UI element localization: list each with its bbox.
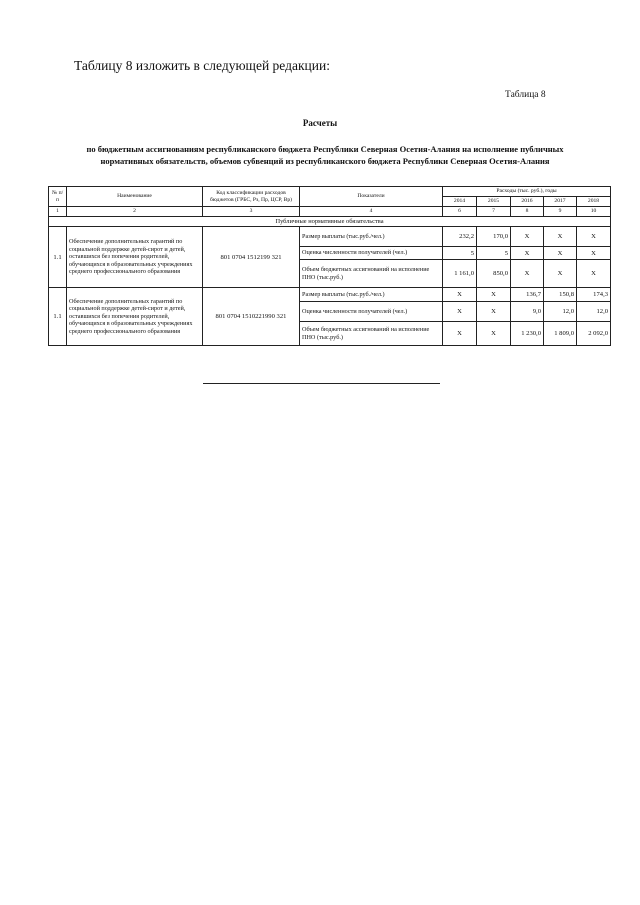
table-row — [49, 227, 611, 247]
value-cell: Х — [511, 260, 544, 288]
header-year: 2015 — [477, 197, 511, 207]
column-number: 4 — [300, 207, 443, 217]
header-row-1 — [49, 187, 611, 197]
header-expenses: Расходы (тыс. руб.), годы — [443, 187, 611, 197]
row-indicator: Объем бюджетных ассигнований на исполнение ПНО (тыс.руб.) — [300, 260, 443, 288]
document-heading: Расчеты — [302, 118, 338, 128]
section-row — [49, 217, 611, 227]
value-cell: 232,2 — [443, 227, 477, 247]
value-cell: Х — [443, 288, 477, 302]
column-number: 3 — [203, 207, 300, 217]
column-number: 8 — [511, 207, 544, 217]
row-indicator: Оценка численности получателей (чел.) — [300, 247, 443, 260]
value-cell: Х — [477, 322, 511, 346]
value-cell: 2 092,0 — [577, 322, 611, 346]
value-cell: 170,0 — [477, 227, 511, 247]
column-number: 1 — [49, 207, 67, 217]
row-code: 801 0704 1512199 321 — [203, 227, 300, 288]
row-indicator: Оценка численности получателей (чел.) — [300, 302, 443, 322]
value-cell: 1 161,0 — [443, 260, 477, 288]
value-cell: 1 809,0 — [544, 322, 577, 346]
table-row — [49, 288, 611, 302]
value-cell: 174,3 — [577, 288, 611, 302]
value-cell: Х — [511, 247, 544, 260]
row-indicator: Размер выплаты (тыс.руб./чел.) — [300, 227, 443, 247]
value-cell: 12,0 — [577, 302, 611, 322]
value-cell: 850,0 — [477, 260, 511, 288]
value-cell: Х — [577, 260, 611, 288]
value-cell: Х — [443, 322, 477, 346]
header-name: Наименование — [67, 187, 203, 207]
value-cell: 9,0 — [511, 302, 544, 322]
row-number: 1.1 — [49, 288, 67, 346]
column-number: 7 — [477, 207, 511, 217]
column-number: 6 — [443, 207, 477, 217]
intro-text: Таблицу 8 изложить в следующей редакции: — [74, 58, 330, 73]
value-cell: Х — [544, 227, 577, 247]
subheading-line-2: нормативных обязательств, объемов субвенций из республиканского бюджета Республики Северная Осетия-Алания — [100, 156, 550, 166]
header-code: Код классификации расходов бюджетов (ГРБС, Рз, Пр, ЦСР, Вр) — [203, 187, 300, 207]
section-title: Публичные нормативные обязательства — [49, 217, 611, 227]
table-number: Таблица 8 — [505, 90, 546, 100]
value-cell: Х — [544, 260, 577, 288]
row-indicator: Размер выплаты (тыс.руб./чел.) — [300, 288, 443, 302]
value-cell: 136,7 — [511, 288, 544, 302]
value-cell: Х — [477, 302, 511, 322]
row-number: 1.1 — [49, 227, 67, 288]
value-cell: 1 230,0 — [511, 322, 544, 346]
value-cell: Х — [443, 302, 477, 322]
value-cell: 12,0 — [544, 302, 577, 322]
header-year: 2016 — [511, 197, 544, 207]
row-name: Обеспечение дополнительных гарантий по социальной поддержке детей-сирот и детей, оставшихся без попечения родителей, обучающихся в образовательных учреждениях среднего профессионального образования — [67, 227, 203, 288]
value-cell: 5 — [477, 247, 511, 260]
document-subheading — [60, 143, 590, 167]
subheading-line-1: по бюджетным ассигнованиям республиканского бюджета Республики Северная Осетия-Алания на исполнение публичных — [86, 144, 564, 154]
value-cell: Х — [577, 227, 611, 247]
header-year: 2014 — [443, 197, 477, 207]
value-cell: Х — [511, 227, 544, 247]
separator-line — [203, 383, 440, 384]
row-indicator: Объем бюджетных ассигнований на исполнение ПНО (тыс.руб.) — [300, 322, 443, 346]
header-year: 2018 — [577, 197, 611, 207]
value-cell: 150,8 — [544, 288, 577, 302]
column-number: 2 — [67, 207, 203, 217]
header-year: 2017 — [544, 197, 577, 207]
column-numbers-row — [49, 207, 611, 217]
column-number: 9 — [544, 207, 577, 217]
header-num: № п/п — [49, 187, 67, 207]
value-cell: Х — [477, 288, 511, 302]
column-number: 10 — [577, 207, 611, 217]
header-indicator: Показатели — [300, 187, 443, 207]
value-cell: 5 — [443, 247, 477, 260]
value-cell: Х — [577, 247, 611, 260]
row-code: 801 0704 1510221990 321 — [203, 288, 300, 346]
row-name: Обеспечение дополнительных гарантий по социальной поддержке детей-сирот и детей, оставшихся без попечения родителей, обучающихся в образовательных учреждениях среднего профессионального образования — [67, 288, 203, 346]
value-cell: Х — [544, 247, 577, 260]
budget-table — [48, 186, 611, 346]
